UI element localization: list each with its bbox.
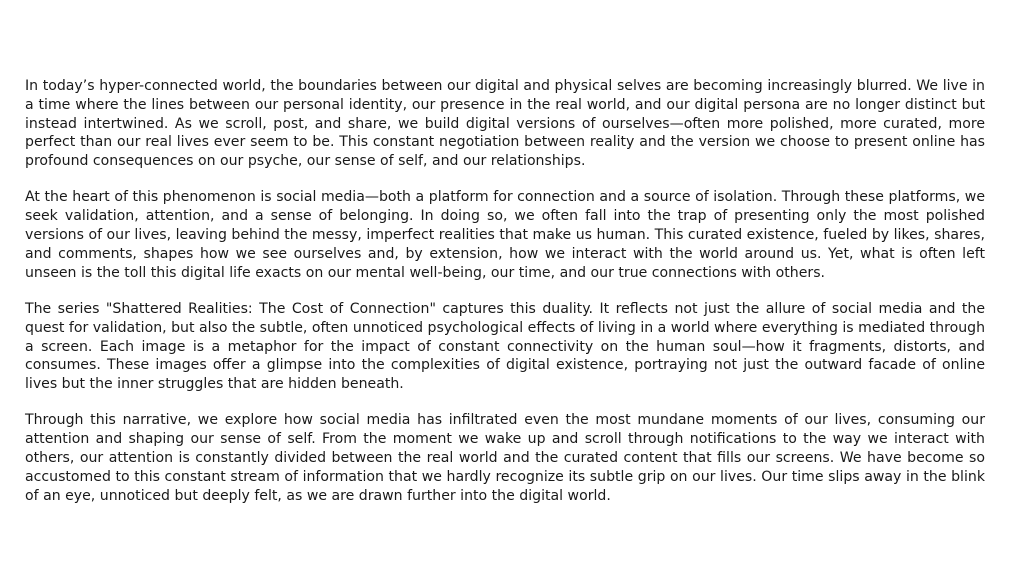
paragraph-series: The series "Shattered Realities: The Cost of Connection" captures this duality. It reflects not just the allure of social media and the quest for validation, but also the subtle, often unnoticed psychological effects of living in a world where everything is mediated through a screen. Each image is a metaphor for the impact of constant connectivity on the human soul—how it fragments, distorts, and consumes. These images offer a glimpse into the complexities of digital existence, portraying not just the outward facade of online lives but the inner struggles that are hidden beneath.: [25, 300, 986, 393]
paragraph-social-media: At the heart of this phenomenon is social media—both a platform for connection and a source of isolation. Through these platforms, we seek validation, attention, and a sense of belonging. In doing so, we often fall into the trap of presenting only the most polished versions of our lives, leaving behind the messy, imperfect realities that make us human. This curated existence, fueled by likes, shares, and comments, shapes how we see ourselves and, by extension, how we interact with the world around us. Yet, what is often left unseen is the toll this digital life exacts on our mental well-being, our time, and our true connections with others.: [25, 189, 985, 281]
article-body: [25, 77, 985, 523]
paragraph-narrative: Through this narrative, we explore how social media has infiltrated even the most mundane moments of our lives, consuming our attention and shaping our sense of self. From the moment we wake up and scroll through notifications to the way we interact with others, our attention is constantly divided between the real world and the curated content that fills our screens. We have become so accustomed to this constant stream of information that we hardly recognize its subtle grip on our lives. Our time slips away in the blink of an eye, unnoticed but deeply felt, as we are drawn further into the digital world.: [25, 412, 985, 504]
paragraph-intro: In today’s hyper-connected world, the boundaries between our digital and physical selves are becoming increasingly blurred. We live in a time where the lines between our personal identity, our presence in the real world, and our digital persona are no longer distinct but instead intertwined. As we scroll, post, and share, we build digital versions of ourselves—often more polished, more curated, more perfect than our real lives ever seem to be. This constant negotiation between reality and the version we choose to present online has profound consequences on our psyche, our sense of self, and our relationships.: [25, 78, 985, 170]
